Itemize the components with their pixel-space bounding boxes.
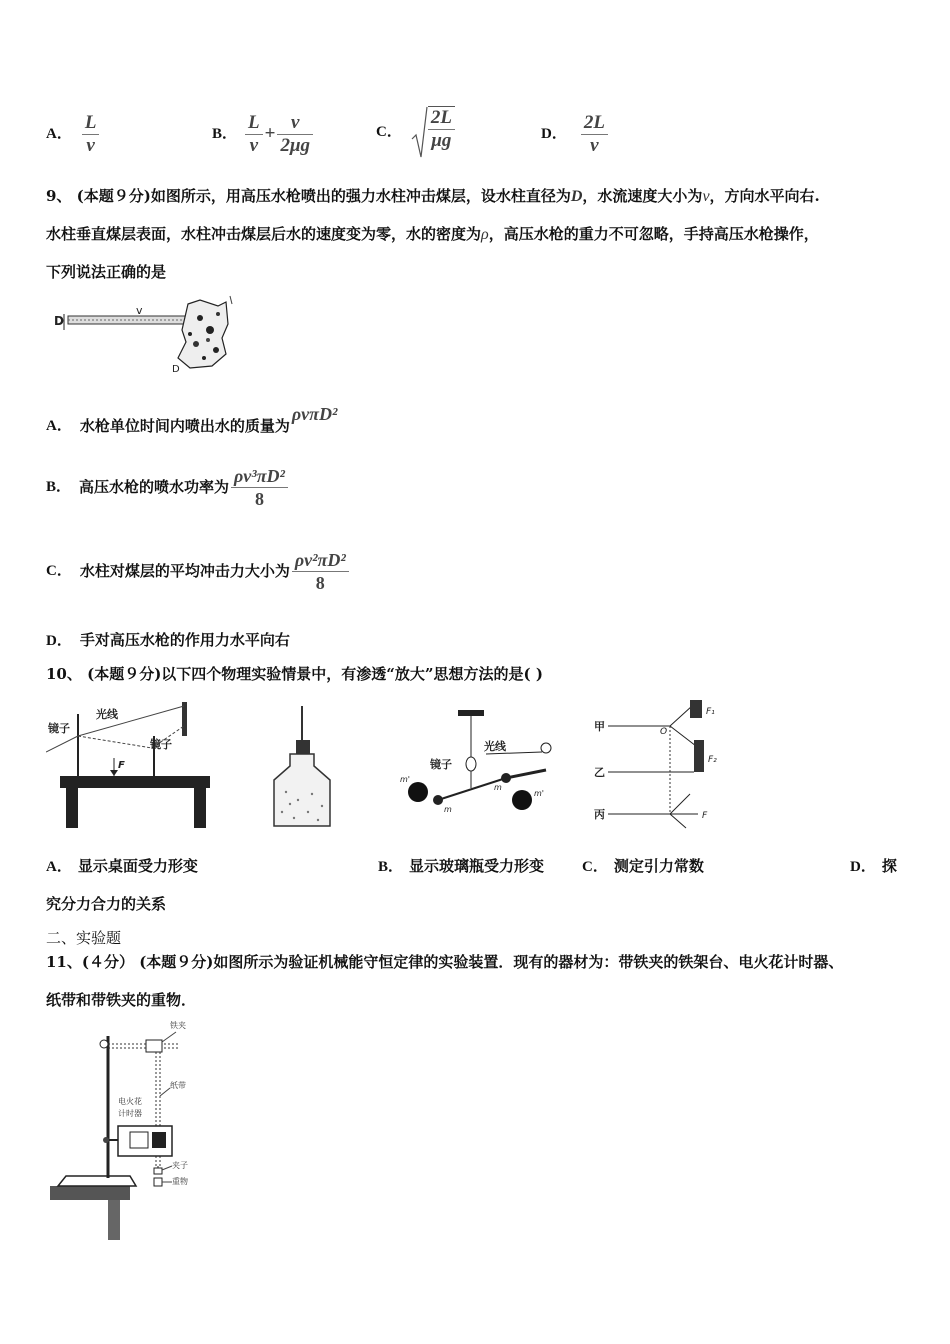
section-title: 二、实验题: [46, 929, 122, 947]
q10-option-c: C． 测定引力常数: [582, 857, 704, 875]
q10-option-a: A． 显示桌面受力形变: [46, 857, 198, 875]
q9-water-jet-figure: [50, 294, 240, 376]
label-f2: F₂: [708, 755, 717, 765]
label-f: F: [702, 811, 708, 821]
q10-stem: 10、 (本题９分)以下四个物理实验情景中，有渗透“放大”思想方法的是( ): [46, 665, 543, 683]
formula: ρvπD²: [291, 404, 338, 424]
figure-b-glass-bottle: [274, 706, 330, 826]
label-m-1: m: [444, 805, 452, 814]
label-m-prime-1: m': [400, 775, 410, 784]
sqrt-sign-icon: [410, 105, 428, 159]
q8-option-d: [541, 112, 608, 156]
label-timer-2: 计时器: [118, 1109, 142, 1118]
q11-stem-line1: 11、(４分） (本题９分)如图所示为验证机械能守恒定律的实验装置．现有的器材为：带铁夹的铁架台、电火花计时器、: [46, 953, 844, 971]
label-clip: 夹子: [172, 1161, 188, 1170]
fraction: $\frac{2L}{\mu g}$: [428, 106, 455, 152]
q9-option-b: B． 高压水枪的喷水功率为 $\frac{\text{ρv³πD²}}{8}$: [46, 462, 288, 512]
q9-option-a: A． 水枪单位时间内喷出水的质量为 ρvπD²: [46, 404, 338, 435]
q9-option-c: C． 水柱对煤层的平均冲击力大小为 $\frac{\text{ρv²πD²}}{8}$: [46, 546, 349, 596]
label-m-prime-2: m': [534, 789, 544, 798]
plus-sign: +: [264, 123, 276, 144]
q9-option-d: D． 手对高压水枪的作用力水平向右: [46, 631, 290, 649]
option-letter: A．: [46, 126, 72, 142]
label-v: v: [136, 304, 143, 317]
label-m-2: m: [494, 783, 502, 792]
q8-option-c: [376, 104, 455, 160]
label-clamp: 铁夹: [170, 1021, 186, 1030]
label-d-bottom: D: [172, 364, 180, 375]
q11-apparatus-figure: [48, 1016, 218, 1242]
q10-option-d: D． 探: [850, 857, 897, 875]
label-f1: F₁: [706, 707, 715, 717]
label-bing: 丙: [594, 808, 605, 821]
label-mirror-1: 镜子: [48, 722, 70, 735]
option-letter: B．: [212, 126, 238, 142]
label-force-f: F: [118, 760, 125, 771]
q11-stem-line2: 纸带和带铁夹的重物．: [46, 991, 197, 1009]
formula: $\frac{\text{ρv³πD²}}{8}$: [231, 465, 288, 510]
fraction-2: $\frac{v}{2\mu g}$: [277, 112, 313, 157]
label-d-top: D: [54, 314, 64, 328]
label-o: O: [660, 727, 668, 737]
label-weight: 重物: [172, 1177, 188, 1186]
label-timer-1: 电火花: [118, 1097, 142, 1106]
q10-figures: [46, 696, 726, 836]
label-jia: 甲: [594, 720, 605, 733]
fraction: $\frac{L}{v}$: [82, 112, 100, 157]
formula: $\frac{\text{ρv²πD²}}{8}$: [292, 549, 349, 594]
q8-option-b: [212, 112, 313, 156]
q8-option-a: [46, 112, 99, 156]
fraction: $\frac{2L}{v}$: [581, 112, 608, 157]
figure-c-torsion-balance: [400, 710, 551, 814]
q9-stem-line2: 水柱垂直煤层表面，水柱冲击煤层后水的速度变为零，水的密度为ρ，高压水枪的重力不可忽略，手持高压水枪操作，: [46, 225, 819, 243]
label-mirror-2: 镜子: [150, 738, 172, 751]
label-light-2: 光线: [484, 740, 506, 753]
q9-stem-line3: 下列说法正确的是: [46, 263, 167, 281]
label-tape: 纸带: [170, 1081, 186, 1090]
label-yi: 乙: [594, 766, 605, 779]
label-light: 光线: [96, 708, 118, 721]
q9-stem-line1: 9、 (本题９分)如图所示，用高压水枪喷出的强力水柱冲击煤层，设水柱直径为D，水流速度大小为v，方向水平向右.: [46, 187, 820, 205]
figure-a-table-mirrors: [46, 702, 210, 828]
fraction-1: $\frac{L}{v}$: [245, 112, 263, 157]
figure-d-force-composition: [594, 700, 717, 828]
option-letter: D．: [541, 126, 567, 142]
q10-option-d-continued: 究分力合力的关系: [46, 895, 167, 913]
option-letter: C．: [376, 124, 402, 140]
q10-option-b: B． 显示玻璃瓶受力形变: [378, 857, 545, 875]
label-mirror-3: 镜子: [430, 758, 452, 771]
